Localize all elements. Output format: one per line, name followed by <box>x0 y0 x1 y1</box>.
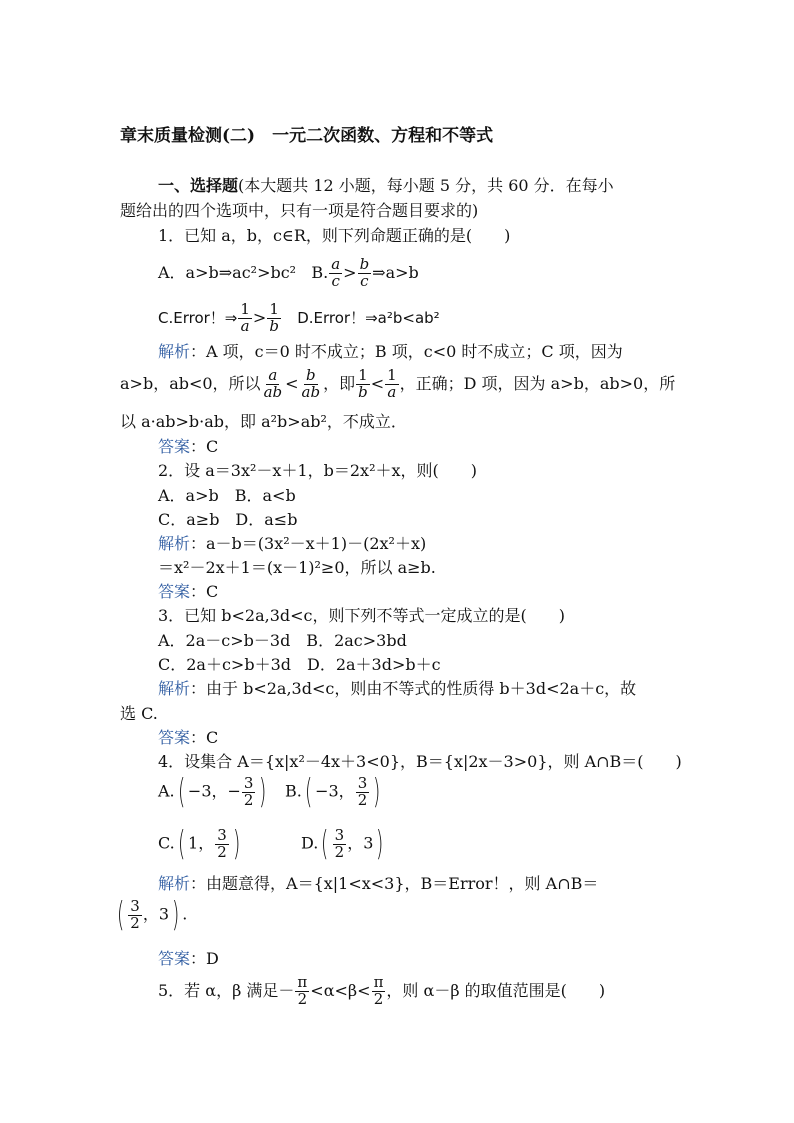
q4-options-cd: C.( 1， $\frac{3}{2}$ ) D.( $\frac{3}{2}$ ，3) <box>158 824 384 864</box>
fraction-3-over-2: $\frac{3}{2}$ <box>130 896 140 932</box>
page-title: 章末质量检测(二) 一元二次函数、方程和不等式 <box>120 126 494 146</box>
q4-solution-text-1: ：由题意得，A＝{x|1<x<3}，B＝Error！，则 A∩B＝ <box>190 874 599 893</box>
q3-solution-2: 选 C. <box>120 704 158 723</box>
section-heading: 一、选择题 <box>158 176 239 195</box>
solution-label: 解析 <box>158 679 191 698</box>
q1-option-a: A．a>b⇒ac²>bc² <box>158 262 297 282</box>
fraction-1-over-a: $\frac{1}{a}$ <box>240 300 250 335</box>
fraction-3-over-2: $\frac{3}{2}$ <box>334 825 345 861</box>
solution-label: 解析 <box>158 534 191 553</box>
fraction-a-over-ab: $\frac{a}{ab}$ <box>263 366 283 401</box>
q4-stem: 4．设集合 A＝{x|x²－4x＋3<0}，B＝{x|2x－3>0}，则 A∩B＝( ) <box>158 752 682 771</box>
fraction-1-over-a-2: $\frac{1}{a}$ <box>387 366 397 401</box>
fraction-pi-over-2: $\frac{\pi}{2}$ <box>373 973 384 1008</box>
answer-label: 答案 <box>158 437 191 456</box>
q1-option-b-suffix: ⇒a>b <box>372 262 419 282</box>
q5-stem-text-1: 5．若 α，β 满足－ <box>158 980 295 1000</box>
q4-answer <box>158 951 219 967</box>
q1-solution-text-2b: ，即 <box>323 373 356 393</box>
q2-solution-text-1: ：a－b＝(3x²－x＋1)－(2x²＋x) <box>190 534 427 553</box>
q2-options-ab: A．a>b B．a<b <box>158 486 296 505</box>
q1-option-b-prefix: B. <box>311 262 329 282</box>
q1-solution-text-2c: ，正确；D 项，因为 a>b，ab>0，所 <box>399 373 676 393</box>
section-desc-2: 题给出的四个选项中，只有一项是符合题目要求的) <box>120 201 479 220</box>
q2-options-cd: C．a≥b D．a≤b <box>158 510 298 529</box>
solution-label: 解析 <box>158 874 191 893</box>
q2-answer <box>158 584 218 600</box>
q3-solution-text-1: ：由于 b<2a,3d<c，则由不等式的性质得 b＋3d<2a＋c，故 <box>190 679 637 698</box>
fraction-3-over-2: $\frac{3}{2}$ <box>243 773 254 809</box>
q3-options-ab: A．2a－c>b－3d B．2ac>3bd <box>158 631 407 650</box>
q2-stem: 2．设 a＝3x²－x＋1，b＝2x²＋x，则( ) <box>158 461 477 480</box>
fraction-1-over-b-2: $\frac{1}{b}$ <box>358 366 368 401</box>
q4-option-a-label: A. <box>158 781 175 801</box>
q4-option-b-label: B. <box>284 781 302 801</box>
answer-label: 答案 <box>158 582 191 601</box>
fraction-b-over-ab: $\frac{b}{ab}$ <box>301 366 321 401</box>
answer-label: 答案 <box>158 728 191 747</box>
solution-label: 解析 <box>158 342 191 361</box>
fraction-a-over-c: $\frac{a}{c}$ <box>331 255 341 290</box>
fraction-1-over-b: $\frac{1}{b}$ <box>269 300 279 335</box>
q1-solution-text-2a: a>b，ab<0，所以 <box>120 373 261 393</box>
q1-options-ab: A．a>b⇒ac²>bc² B. $\frac{a}{c}$ > $\frac{b}{c}$ ⇒a>b <box>158 255 419 290</box>
q1-option-d: D.Error！⇒a²b<ab² <box>297 308 440 327</box>
section-intro <box>158 178 614 194</box>
q3-options-cd: C．2a＋c>b＋3d D．2a＋3d>b＋c <box>158 655 441 674</box>
q5-stem-text-2: <α<β< <box>310 980 371 1000</box>
q1-stem: 1．已知 a，b，c∈R，则下列命题正确的是( ) <box>158 226 511 245</box>
q1-option-c-prefix: C.Error！⇒ <box>158 308 238 327</box>
q3-stem: 3．已知 b<2a,3d<c，则下列不等式一定成立的是( ) <box>158 606 565 625</box>
q1-solution-1 <box>158 344 623 360</box>
fraction-pi-over-2: $\frac{\pi}{2}$ <box>297 973 308 1008</box>
answer-label: 答案 <box>158 949 191 968</box>
q4-solution-2: ( $\frac{3}{2}$ ，3) . <box>116 895 188 935</box>
fraction-3-over-2: $\frac{3}{2}$ <box>357 773 368 809</box>
q1-solution-3: 以 a·ab>b·ab，即 a²b>ab²，不成立． <box>120 412 407 431</box>
q4-answer-value: ：D <box>190 949 219 968</box>
q2-answer-value: ：C <box>190 582 219 601</box>
fraction-b-over-c: $\frac{b}{c}$ <box>359 255 370 290</box>
q4-option-d-label: D. <box>301 833 319 853</box>
q1-answer-value: ：C <box>190 437 219 456</box>
q2-solution-1 <box>158 536 426 552</box>
q2-solution-2: ＝x²－2x＋1＝(x－1)²≥0，所以 a≥b. <box>158 558 436 577</box>
q4-options-ab: A.( −3，− $\frac{3}{2}$ ) B.( −3， $\frac{3}{2}$ ) <box>158 772 381 812</box>
q1-solution-2: a>b，ab<0，所以 $\frac{a}{ab}$ < $\frac{b}{ab}$ ，即 $\frac{1}{b}$ < $\frac{1}{a}$ ，正确；D 项，因为 a>b，ab>0，所 <box>120 366 676 401</box>
section-desc-1: (本大题共 12 小题，每小题 5 分，共 60 分．在每小 <box>238 176 614 195</box>
q3-answer-value: ：C <box>190 728 219 747</box>
q5-stem <box>158 975 605 1008</box>
q3-answer <box>158 730 218 746</box>
q1-answer <box>158 439 218 455</box>
q5-stem-text-3: ，则 α－β 的取值范围是( ) <box>386 980 606 1000</box>
fraction-3-over-2: $\frac{3}{2}$ <box>217 825 227 861</box>
q1-options-cd: C.Error！⇒ $\frac{1}{a}$ > $\frac{1}{b}$ D.Error！⇒a²b<ab² <box>158 300 440 335</box>
q1-solution-text-1: ：A 项，c＝0 时不成立；B 项，c<0 时不成立；C 项，因为 <box>190 342 623 361</box>
q4-solution-1 <box>158 876 598 892</box>
q4-option-c-label: C. <box>158 833 175 853</box>
q3-solution-1 <box>158 681 636 697</box>
